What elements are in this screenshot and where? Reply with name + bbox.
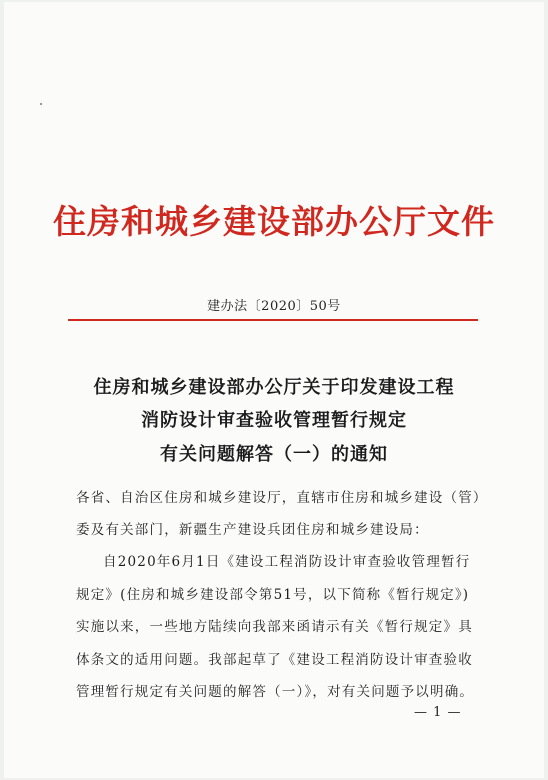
body-text-line: 各省、自治区住房和城乡建设厅，直辖市住房和城乡建设（管） [76,490,488,506]
body-text-line: 实施以来，一些地方陆续向我部来函请示有关《暂行规定》具 [76,619,473,635]
body-text-line: 体条文的适用问题。我部起草了《建设工程消防设计审查验收 [76,652,473,668]
notice-title-line-1: 住房和城乡建设部办公厅关于印发建设工程 [93,377,455,398]
notice-title-line-2: 消防设计审查验收管理暂行规定 [141,410,407,431]
body-text-line: 规定》(住房和城乡建设部令第51号，以下简称《暂行规定》) [76,587,470,603]
paper-speck [40,103,42,105]
notice-title-line-3: 有关问题解答（一）的通知 [160,444,388,465]
body-text-line: 委及有关部门，新疆生产建设兵团住房和城乡建设局： [76,522,429,538]
document-number: 建办法〔2020〕50号 [207,299,341,314]
document-header-title: 住房和城乡建设部办公厅文件 [53,202,495,241]
page-number: — 1 — [414,705,462,720]
body-text-line: 管理暂行规定有关问题的解答（一）》，对有关问题予以明确。 [76,684,475,700]
header-red-divider [68,319,478,321]
body-text-line: 自2020年6月1日《建设工程消防设计审查验收管理暂行 [103,554,471,570]
